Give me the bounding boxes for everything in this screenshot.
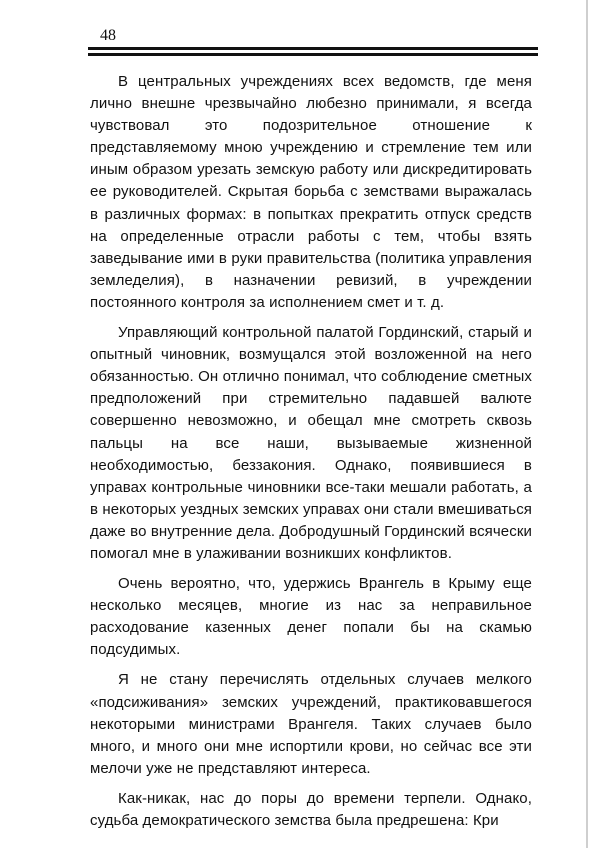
paragraph-4: Я не стану перечислять отдельных случаев мелкого «подсиживания» земских учреждений, практиковавшегося некоторыми министрами Врангеля. Таких случаев было много, и много они мне испортили крови, но сейчас все эти мелочи уже не представляют интереса. (90, 671, 532, 777)
paragraph-2: Управляющий контрольной палатой Гординский, старый и опытный чиновник, возмущался этой возложенной на него обязанностью. Он отлично понимал, что соблюдение сметных предположений при стремительно падавшей валюте совершенно невозможно, и обещал мне смотреть сквозь пальцы на все наши, вызываемые жизненной необходимостью, беззакония. Однако, появившиеся в управах контрольные чиновники все-таки мешали работать, а в некоторых уездных земских управах они стали вмешиваться даже во внутренние дела. Добродушный Гординский всячески помогал мне в улаживании возникших конфликтов. (90, 324, 533, 562)
paragraph-3: Очень вероятно, что, удержись Врангель в Крыму еще несколько месяцев, многие из нас за неправильное расходование казенных денег попали бы на скамью подсудимых. (90, 575, 532, 659)
paragraph-5: Как-никак, нас до поры до времени терпели. Однако, судьба демократического земства была предрешена: Кри (90, 789, 532, 829)
page-number: 48 (100, 27, 116, 44)
paragraph-1: В центральных учреждениях всех ведомств, где меня лично внешне чрезвычайно любезно принимали, я всегда чувствовал это подозрительное отношение к представляемому мною учреждению и стремление тем или иным образом урезать земскую работу или дискредитировать ее руководителей. Скрытая борьба с земствами выражалась в различных формах: в попытках прекратить отпуск средств на определенные отрасли работы с тем, чтобы взять заведывание ими в руки правительства (политика управления земледелия), в назначении ревизий, в учреждении постоянного контроля за исполнением смет и т. д. (90, 73, 532, 311)
page-edge-line (586, 0, 588, 848)
page-body (90, 71, 532, 840)
header-rule-thick (88, 53, 538, 56)
header-rule-thin (88, 47, 538, 50)
